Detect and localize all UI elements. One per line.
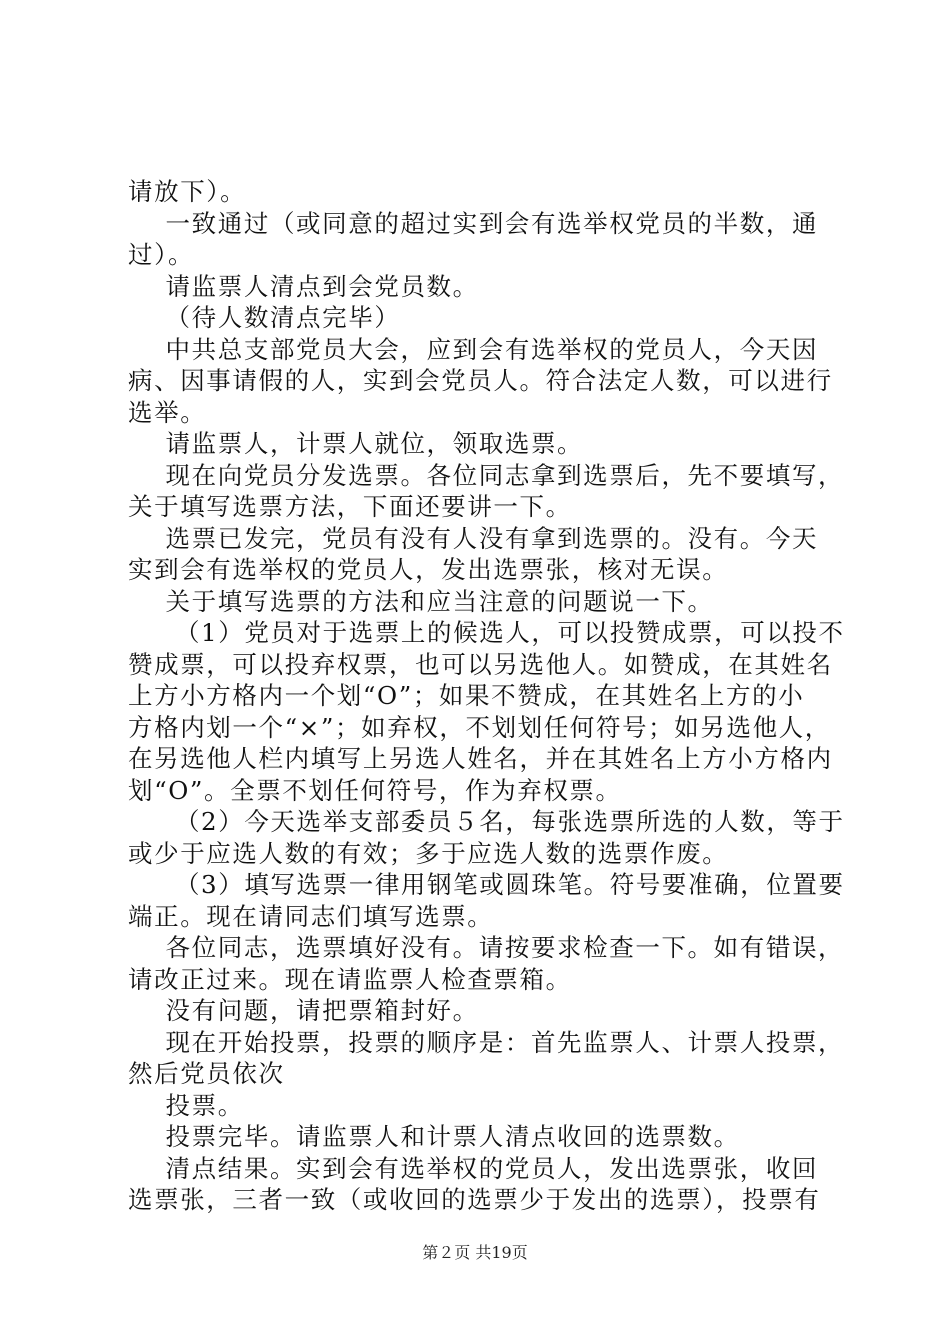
text-line: 选票张，三者一致（或收回的选票少于发出的选票），投票有 xyxy=(128,1185,821,1214)
text-line: 或少于应选人数的有效；多于应选人数的选票作废。 xyxy=(128,838,729,868)
text-line: 上方小方格内一个划“O”；如果不赞成，在其姓名上方的小 xyxy=(128,681,805,710)
text-line: 投票。 xyxy=(128,1090,244,1120)
text-line: 各位同志，选票填好没有。请按要求检查一下。如有错误， xyxy=(128,933,845,962)
text-line: 请监票人清点到会党员数。 xyxy=(128,271,479,301)
text-line: 中共总支部党员大会，应到会有选举权的党员人，今天因 xyxy=(128,334,819,364)
text-line: 没有问题，请把票箱封好。 xyxy=(128,996,479,1025)
text-line: 过）。 xyxy=(128,240,195,269)
body-text xyxy=(128,176,845,1216)
text-line: 关于填写选票的方法和应当注意的问题说一下。 xyxy=(128,586,714,616)
text-line: 选举。 xyxy=(128,397,207,427)
text-line: 现在开始投票，投票的顺序是：首先监票人、计票人投票， xyxy=(128,1027,845,1057)
text-line: 清点结果。实到会有选举权的党员人，发出选票张，收回 xyxy=(128,1153,819,1183)
text-line: （3）填写选票一律用钢笔或圆珠笔。符号要准确，位置要 xyxy=(128,870,845,899)
text-line: 选票已发完，党员有没有人没有拿到选票的。没有。今天 xyxy=(128,523,819,553)
text-line: 赞成票，可以投弃权票，也可以另选他人。如赞成，在其姓名 xyxy=(128,649,833,679)
text-line: 端正。现在请同志们填写选票。 xyxy=(128,901,494,931)
text-line: （1）党员对于选票上的候选人，可以投赞成票，可以投不 xyxy=(128,618,845,647)
text-line: 在另选他人栏内填写上另选人姓名，并在其姓名上方小方格内 xyxy=(128,744,833,773)
text-line: 方格内划一个“×”；如弃权，不划划任何符号；如另选他人， xyxy=(128,712,831,742)
text-line: （2）今天选举支部委员５名，每张选票所选的人数，等于 xyxy=(128,807,845,836)
text-line: 然后党员依次 xyxy=(128,1059,285,1088)
text-line: （待人数清点完毕） xyxy=(128,303,401,332)
text-line: 投票完毕。请监票人和计票人清点收回的选票数。 xyxy=(128,1122,740,1151)
text-line: 请监票人，计票人就位，领取选票。 xyxy=(128,429,584,458)
text-line: 请改正过来。现在请监票人检查票箱。 xyxy=(128,964,572,994)
text-line: 实到会有选举权的党员人，发出选票张，核对无误。 xyxy=(128,555,729,584)
text-line: 现在向党员分发选票。各位同志拿到选票后，先不要填写， xyxy=(128,460,845,490)
text-line: 一致通过（或同意的超过实到会有选举权党员的半数，通 xyxy=(128,208,819,238)
text-line: 病、因事请假的人，实到会党员人。符合法定人数，可以进行 xyxy=(128,366,833,395)
text-line: 关于填写选票方法，下面还要讲一下。 xyxy=(128,492,572,521)
text-line: 划“O”。全票不划任何符号，作为弃权票。 xyxy=(128,775,622,805)
text-line: 请放下）。 xyxy=(128,177,247,206)
page-number-footer: 第２页 共19页 xyxy=(422,1243,528,1262)
